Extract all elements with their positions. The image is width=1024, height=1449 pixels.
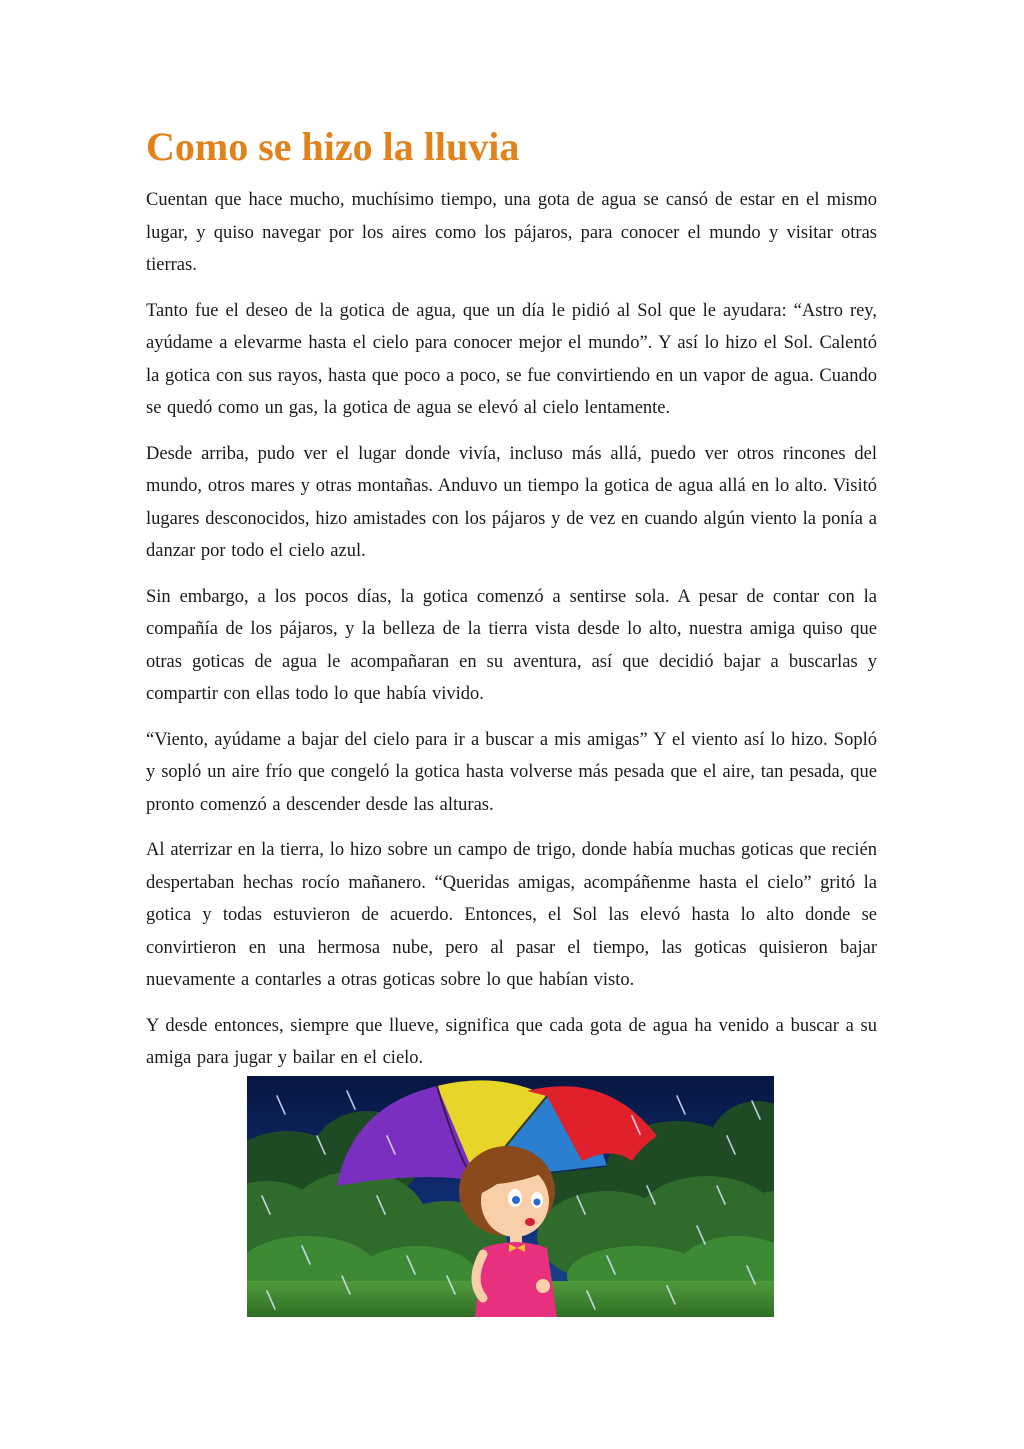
paragraph-2: Tanto fue el deseo de la gotica de agua, que un día le pidió al Sol que le ayudara: “Astro rey, ayúdame a elevarme hasta el cielo para conocer mejor el mundo”. Y así lo hizo el Sol. Calentó la gotica con sus rayos, hasta que poco a poco, se fue convirtiendo en un vapor de agua. Cuando se quedó como un gas, la gotica de agua se elevó al cielo lentamente.	[146, 300, 877, 418]
paragraph-6: Al aterrizar en la tierra, lo hizo sobre un campo de trigo, donde había muchas goticas que recién despertaban hechas rocío mañanero. “Queridas amigas, acompáñenme hasta el cielo” gritó la gotica y todas estuvieron de acuerdo. Entonces, el Sol las elevó hasta lo alto donde se convirtieron en una hermosa nube, pero al pasar el tiempo, las goticas quisieron bajar nuevamente a contarles a otras goticas sobre lo que habían visto.	[146, 840, 877, 990]
paragraph-4: Sin embargo, a los pocos días, la gotica comenzó a sentirse sola. A pesar de contar con la compañía de los pájaros, y la belleza de la tierra vista desde lo alto, nuestra amiga quiso que otras goticas de agua le acompañaran en su aventura, así que decidió bajar a buscarlas y compartir con ellas todo lo que había vivido.	[146, 586, 877, 704]
paragraph-3: Desde arriba, pudo ver el lugar donde vivía, incluso más allá, puedo ver otros rincones del mundo, otros mares y otras montañas. Anduvo un tiempo la gotica de agua allá en lo alto. Visitó lugares desconocidos, hizo amistades con los pájaros y de vez en cuando algún viento la ponía a danzar por todo el cielo azul.	[146, 443, 877, 561]
paragraph-5: “Viento, ayúdame a bajar del cielo para ir a buscar a mis amigas” Y el viento así lo hizo. Sopló y sopló un aire frío que congeló la gotica hasta volverse más pesada que el aire, tan pesada, que pronto comenzó a descender desde las alturas.	[146, 729, 877, 815]
rain-scene-image	[247, 1076, 774, 1317]
story-body	[146, 184, 877, 1088]
paragraph-1: Cuentan que hace mucho, muchísimo tiempo, una gota de agua se cansó de estar en el mismo lugar, y quiso navegar por los aires como los pájaros, para conocer el mundo y visitar otras tierras.	[146, 190, 877, 275]
paragraph-7: Y desde entonces, siempre que llueve, significa que cada gota de agua ha venido a buscar a su amiga para jugar y bailar en el cielo.	[146, 1015, 877, 1068]
document-title: Como se hizo la lluvia	[146, 124, 520, 169]
girl-umbrella-rain-illustration	[247, 1076, 774, 1317]
